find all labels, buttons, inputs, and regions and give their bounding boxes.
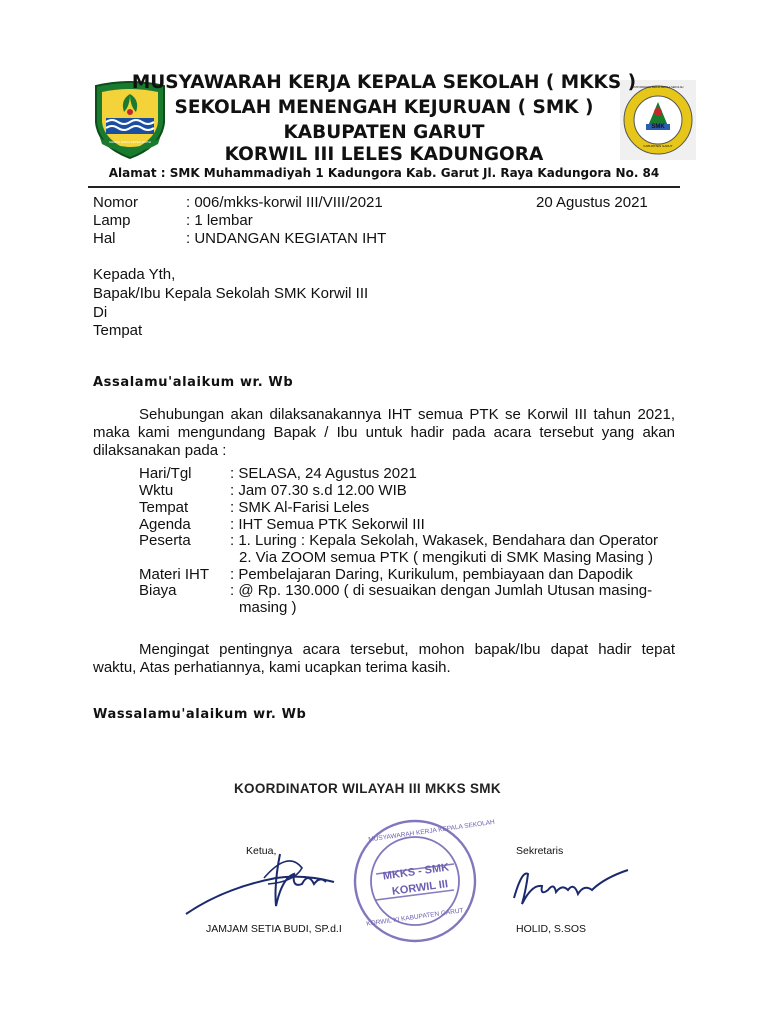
lamp-label: Lamp: [93, 212, 131, 229]
kop-line-3: KABUPATEN GARUT: [283, 122, 485, 143]
mkks-emblem-center: SMK: [651, 124, 665, 130]
letter-date: 20 Agustus 2021: [536, 194, 648, 211]
signature-right-icon: [508, 860, 638, 910]
detail-value: : Pembelajaran Daring, Kurikulum, pembiayaan dan Dapodik: [230, 566, 633, 583]
header-divider: [88, 186, 680, 188]
recipient-line-4: Tempat: [93, 322, 143, 339]
sign-left-name: JAMJAM SETIA BUDI, SP.d.I: [206, 923, 342, 935]
kop-line-2: SEKOLAH MENENGAH KEJURUAN ( SMK ): [174, 97, 594, 118]
detail-value: : Jam 07.30 s.d 12.00 WIB: [230, 482, 407, 499]
recipient-line-3: Di: [93, 304, 108, 321]
sign-right-name: HOLID, S.SOS: [516, 923, 587, 935]
closing: Wassalamu'alaikum wr. Wb: [93, 707, 307, 722]
detail-label: Materi IHT: [139, 566, 210, 583]
greeting: Assalamu'alaikum wr. Wb: [93, 375, 294, 390]
detail-value: 2. Via ZOOM semua PTK ( mengikuti di SMK Masing Masing ): [239, 549, 654, 566]
body-paragraph-1: Sehubungan akan dilaksanakannya IHT semua PTK se Korwil III tahun 2021, maka kami mengundang Bapak / Ibu untuk hadir pada acara tersebut yang akan dilaksanakan pada :: [93, 406, 675, 459]
detail-value: : 1. Luring : Kepala Sekolah, Wakasek, Bendahara dan Operator: [230, 532, 659, 549]
west-java-emblem-text: GEMAH RIPAH REPEH RAPIH: [109, 140, 151, 144]
koordinator-title: KOORDINATOR WILAYAH III MKKS SMK: [234, 781, 501, 796]
stamp-bottom-text: KORWIL XI KABUPATEN GARUT: [365, 907, 465, 928]
sign-right-role: Sekretaris: [516, 845, 564, 857]
detail-value: masing ): [239, 599, 297, 616]
detail-value: : SELASA, 24 Agustus 2021: [230, 465, 417, 482]
mkks-emblem-ring-top: MUSYAWARAH KERJA KEPALA SEKOLAH: [632, 86, 684, 89]
detail-label: Peserta: [139, 532, 191, 549]
nomor-label: Nomor: [93, 194, 139, 211]
nomor-value: : 006/mkks-korwil III/VIII/2021: [186, 194, 383, 211]
detail-value: : SMK Al-Farisi Leles: [230, 499, 370, 516]
stamp-ring-text: MUSYAWARAH KERJA KEPALA SEKOLAH: [367, 818, 496, 844]
hal-value: : UNDANGAN KEGIATAN IHT: [186, 230, 387, 247]
detail-label: Hari/Tgl: [139, 465, 192, 482]
lamp-value: : 1 lembar: [186, 212, 253, 229]
stamp-center-2: KORWIL III: [391, 878, 449, 898]
detail-label: Wktu: [139, 482, 174, 499]
signature-left-icon: [184, 848, 344, 918]
recipient-line-2: Bapak/Ibu Kepala Sekolah SMK Korwil III: [93, 285, 369, 302]
kop-line-4: KORWIL III LELES KADUNGORA: [224, 144, 544, 165]
kop-address: Alamat : SMK Muhammadiyah 1 Kadungora Kab. Garut Jl. Raya Kadungora No. 84: [108, 166, 660, 180]
kop-line-1: MUSYAWARAH KERJA KEPALA SEKOLAH ( MKKS ): [131, 72, 637, 93]
detail-label: Tempat: [139, 499, 189, 516]
stamp-center-1: MKKS - SMK: [382, 861, 450, 883]
body-paragraph-2: Mengingat pentingnya acara tersebut, mohon bapak/Ibu dapat hadir tepat waktu, Atas perhatiannya, kami ucapkan terima kasih.: [93, 641, 675, 676]
detail-label: Biaya: [139, 582, 177, 599]
mkks-emblem-ring-bottom: KABUPATEN GARUT: [643, 144, 673, 148]
sign-left-role: Ketua,: [246, 845, 277, 857]
detail-value: : IHT Semua PTK Sekorwil III: [230, 516, 425, 533]
detail-label: Agenda: [139, 516, 191, 533]
detail-value: : @ Rp. 130.000 ( di sesuaikan dengan Jumlah Utusan masing-: [230, 582, 653, 599]
hal-label: Hal: [93, 230, 116, 247]
recipient-line-1: Kepada Yth,: [93, 266, 176, 283]
